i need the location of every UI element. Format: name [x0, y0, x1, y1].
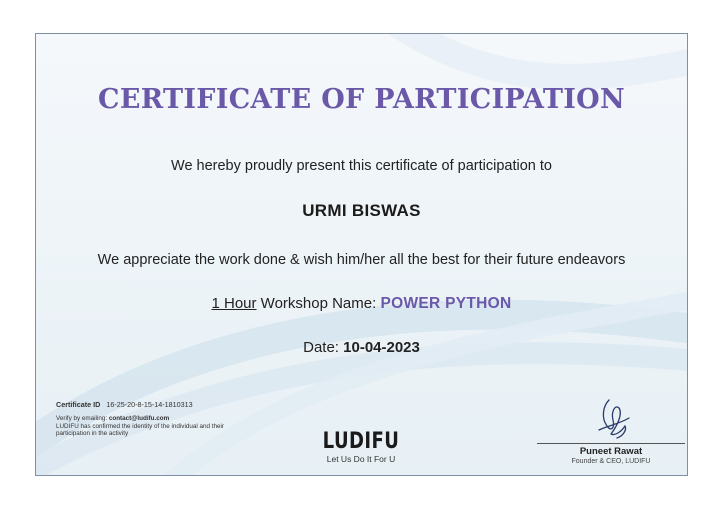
signature-block	[536, 396, 686, 465]
recipient-name: URMI BISWAS	[302, 201, 421, 220]
certificate-id-row	[56, 401, 246, 408]
certificate	[35, 33, 688, 476]
verification-block	[56, 401, 246, 438]
workshop-name: POWER PYTHON	[380, 295, 512, 312]
intro-text: We hereby proudly present this certificate of participation to	[171, 158, 552, 174]
verify-email-row	[56, 415, 246, 422]
date-label: Date:	[303, 339, 344, 356]
ludifu-logo	[266, 431, 456, 464]
signature-rule	[537, 443, 685, 444]
certificate-id-value: 16-25-20-8-15-14-1810313	[106, 400, 193, 409]
workshop-line	[36, 295, 687, 313]
verification-note: LUDIFU has confirmed the identity of the individual and their participation in the activity	[56, 422, 225, 438]
date-value: 10-04-2023	[343, 339, 420, 356]
signatory-name: Puneet Rawat	[579, 446, 643, 457]
verify-email-link[interactable]: contact@ludifu.com	[108, 415, 170, 423]
certificate-id-label: Certificate ID	[56, 400, 101, 409]
signatory-role: Founder & CEO, LUDIFU	[571, 458, 651, 465]
date-line	[36, 339, 687, 356]
logo-brand: LUDIFU	[322, 429, 400, 454]
logo-tagline: Let Us Do It For U	[326, 454, 396, 464]
signature-mark	[581, 396, 641, 442]
certificate-title: CERTIFICATE OF PARTICIPATION	[98, 84, 625, 115]
verify-prefix: Verify by emailing:	[56, 415, 109, 423]
appreciation-text: We appreciate the work done & wish him/her all the best for their future endeavors	[97, 252, 626, 268]
workshop-label: Workshop Name:	[256, 295, 381, 312]
workshop-duration: 1 Hour	[211, 295, 257, 312]
